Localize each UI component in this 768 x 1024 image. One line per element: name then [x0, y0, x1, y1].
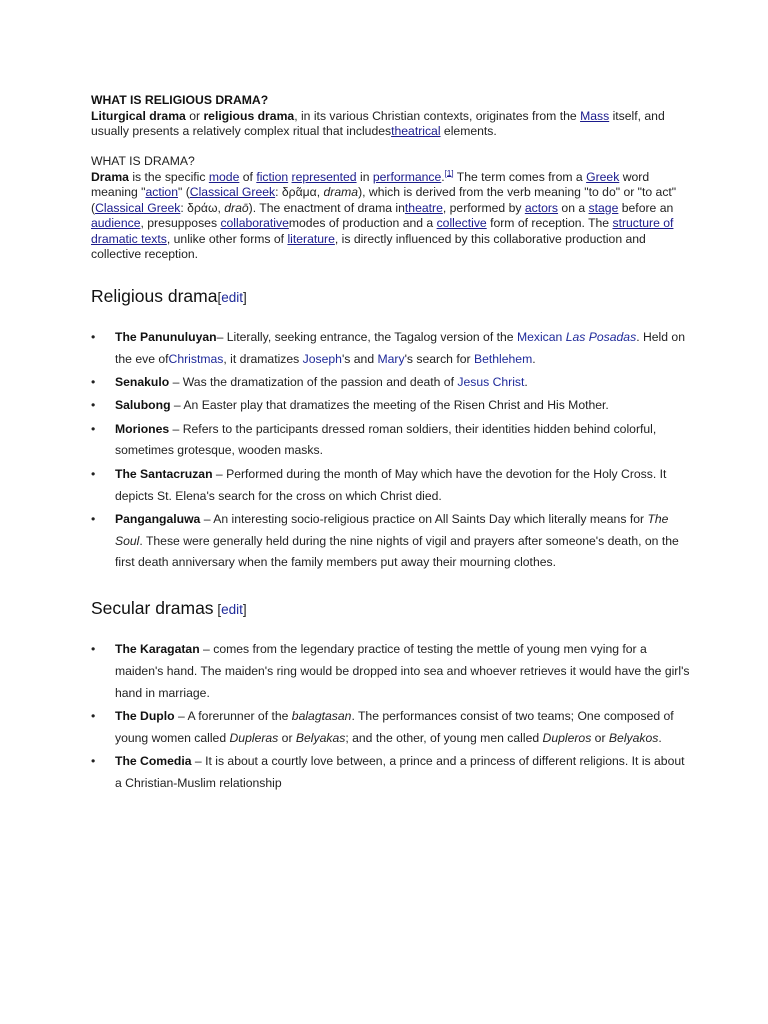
list-item: • Pangangaluwa – An interesting socio-religious practice on All Saints Day which literally means for The Soul. These were generally held during the nine nights of vigil and prayers after someone's death, on the first death anniversary when the family members put away their mourning clothes.	[91, 509, 691, 574]
link-performance[interactable]: performance	[372, 169, 442, 184]
religious-drama-list	[91, 327, 691, 576]
list-item: • The Duplo – A forerunner of the balagtasan. The performances consist of two teams; One composed of young women called Dupleras or Belyakas; and the other, of young men called Dupleros or Belyakos.	[91, 706, 691, 750]
link-classical-greek-2[interactable]: Classical Greek	[95, 200, 181, 215]
intro-paragraph: Liturgical drama or religious drama, in its various Christian contexts, originates from the Mass itself, and usually presents a relatively complex ritual that includestheatrical elements.	[91, 108, 665, 138]
list-item: • The Santacruzan – Performed during the month of May which have the devotion for the Holy Cross. It depicts St. Elena's search for the cross on which Christ died.	[91, 464, 691, 508]
list-item: • Moriones – Refers to the participants dressed roman soldiers, their identities hidden behind colorful, sometimes grotesque, wooden masks.	[91, 419, 691, 463]
link-classical-greek[interactable]: Classical Greek	[189, 185, 276, 199]
link-structure-of-dramatic-texts[interactable]: structure of dramatic texts	[91, 216, 674, 246]
link-theatre[interactable]: theatre	[404, 200, 443, 215]
list-item: • Salubong – An Easter play that dramatizes the meeting of the Risen Christ and His Mother.	[91, 395, 691, 417]
link-mexican[interactable]: Mexican	[516, 330, 563, 344]
drama-heading: WHAT IS DRAMA?	[91, 154, 195, 168]
link-audience[interactable]: audience	[91, 216, 141, 230]
list-item: • Senakulo – Was the dramatization of the passion and death of Jesus Christ.	[91, 372, 691, 394]
link-represented[interactable]: represented	[291, 169, 357, 184]
intro-heading: WHAT IS RELIGIOUS DRAMA?	[91, 93, 269, 107]
link-mass[interactable]: Mass	[580, 108, 610, 123]
edit-link-secular[interactable]: edit	[221, 602, 243, 617]
link-joseph[interactable]: Joseph	[302, 351, 342, 366]
religious-drama-intro	[91, 93, 691, 140]
link-stage[interactable]: stage	[588, 200, 619, 215]
drama-paragraph: Drama is the specific mode of fiction represented in performance.[1] The term comes from a Greek word meaning "action" (Classical Greek: δρᾶμα, drama), which is derived from the verb meaning "to do" or "to act" (Classical Greek: δράω, draō). The enactment of drama intheatre, performed by actors on a stage before an audience, presupposes collaborativemodes of production and a collective form of reception. The structure of dramatic texts, unlike other forms of literature, is directly influenced by this collaborative production and collective reception.	[91, 168, 677, 261]
link-mary[interactable]: Mary	[377, 351, 405, 366]
link-fiction[interactable]: fiction	[256, 169, 289, 184]
link-christmas[interactable]: Christmas	[168, 351, 224, 366]
link-literature[interactable]: literature	[287, 231, 335, 246]
list-item: • The Comedia – It is about a courtly love between, a prince and a princess of different religions. It is about a Christian-Muslim relationship	[91, 751, 691, 795]
list-item: • The Panunuluyan– Literally, seeking entrance, the Tagalog version of the Mexican Las Posadas. Held on the eve ofChristmas, it dramatizes Joseph's and Mary's search for Bethlehem.	[91, 327, 691, 371]
edit-link-religious[interactable]: edit	[221, 290, 243, 305]
what-is-drama-block	[91, 154, 691, 263]
reference-link[interactable]: [1]	[444, 168, 454, 178]
link-mode[interactable]: mode	[208, 169, 240, 184]
link-theatrical[interactable]: theatrical	[391, 124, 441, 138]
secular-dramas-heading: Secular dramas [edit]	[91, 598, 247, 618]
link-bethlehem[interactable]: Bethlehem	[473, 351, 533, 366]
link-collective[interactable]: collective	[436, 216, 487, 230]
link-actors[interactable]: actors	[524, 200, 559, 215]
link-greek[interactable]: Greek	[586, 169, 620, 184]
list-item: • The Karagatan – comes from the legendary practice of testing the mettle of young men vying for a maiden's hand. The maiden's ring would be dropped into sea and whoever retrieves it would have the girl's hand in marriage.	[91, 639, 691, 704]
link-collaborative[interactable]: collaborative	[220, 216, 289, 230]
link-jesus-christ[interactable]: Jesus Christ	[457, 375, 525, 390]
link-action[interactable]: action	[145, 185, 178, 199]
religious-drama-heading: Religious drama[edit]	[91, 286, 247, 306]
link-las-posadas[interactable]: Las Posadas	[565, 330, 637, 344]
secular-dramas-list	[91, 639, 691, 796]
